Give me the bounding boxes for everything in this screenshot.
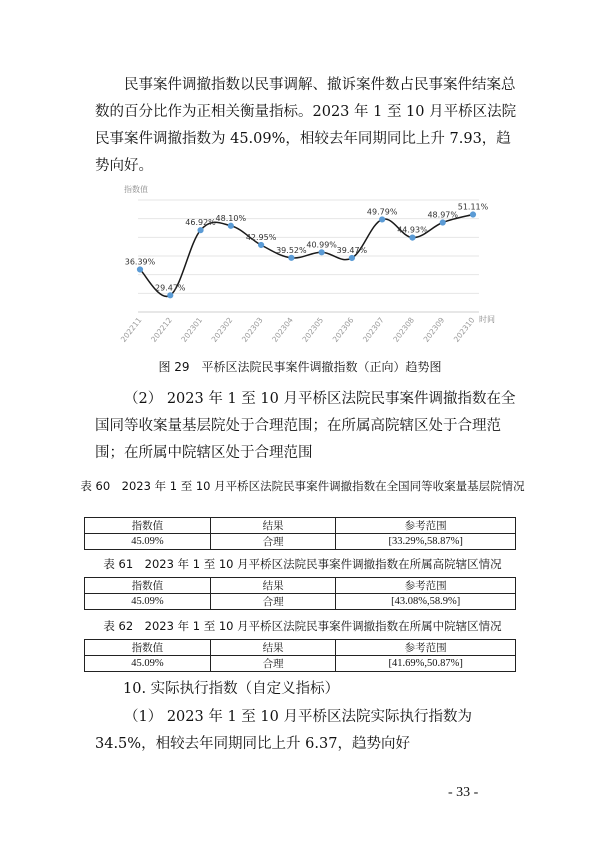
data-point [289,255,294,260]
data-point [258,242,263,247]
header-reference-range: 参考范围 [336,518,516,534]
x-tick-label: 202310 [451,315,477,344]
x-tick-label: 202304 [270,315,295,344]
paragraph-range-summary: （2） 2023 年 1 至 10 月平桥区法院民事案件调撤指数在全国同等收案量基层院处于合理范围；在所属高院辖区处于合理范围；在所属中院辖区处于合理范围 [95,391,516,461]
table-61-caption: 表 61 2023 年 1 至 10 月平桥区法院民事案件调撤指数在所属高院辖区情况 [103,557,502,571]
data-point [470,212,475,217]
x-axis-label: 时间 [479,315,495,324]
header-reference-range: 参考范围 [336,640,516,656]
header-reference-range: 参考范围 [336,578,516,594]
data-label: 39.47% [336,245,368,255]
header-result: 结果 [210,640,336,656]
header-result: 结果 [210,518,336,534]
x-tick-label: 202211 [118,315,144,344]
data-label: 42.95% [245,232,277,242]
data-label: 46.92% [185,218,216,228]
cell-reference-range: [41.69%,50.87%] [336,656,516,672]
page-number: - 33 - [448,785,479,800]
table-60-caption: 表 60 2023 年 1 至 10 月平桥区法院民事案件调撤指数在全国同等收案量基层院情况 [80,479,525,493]
x-tick-label: 202306 [330,315,356,344]
trend-line-chart [118,178,498,348]
cell-reference-range: [43.08%,58.9%] [336,594,516,610]
cell-result: 合理 [210,534,336,550]
cell-reference-range: [33.29%,58.87%] [336,534,516,550]
data-label: 48.10% [215,213,247,223]
x-tick-label: 202305 [300,315,326,344]
table-62 [84,639,516,672]
figure-caption: 图 29 平桥区法院民事案件调撤指数（正向）趋势图 [158,360,442,374]
header-index-value: 指数值 [85,640,211,656]
chart-series [125,203,489,298]
data-label: 44.93% [397,225,428,235]
header-index-value: 指数值 [85,578,211,594]
cell-index-value: 45.09% [85,594,211,610]
header-index-value: 指数值 [85,518,211,534]
table-62-caption: 表 62 2023 年 1 至 10 月平桥区法院民事案件调撤指数在所属中院辖区情况 [103,619,502,633]
section-heading: 10. 实际执行指数（自定义指标） [123,681,340,697]
table-row [85,656,516,672]
x-tick-label: 202303 [239,315,265,344]
data-label: 29.47% [155,283,186,293]
x-tick-label: 202302 [209,315,235,344]
header-result: 结果 [210,578,336,594]
chart-x-ticks [119,316,477,344]
data-point [137,267,142,272]
data-point [349,255,354,260]
data-point [380,217,385,222]
cell-result: 合理 [210,594,336,610]
data-point [440,220,445,225]
table-61 [84,577,516,610]
cell-index-value: 45.09% [85,656,211,672]
x-tick-label: 202308 [391,315,417,344]
data-point [410,235,415,240]
data-label: 48.97% [427,210,458,220]
data-point [228,223,233,228]
table-row [85,534,516,550]
y-axis-label: 指数值 [124,185,148,194]
data-label: 51.11% [457,202,489,212]
cell-result: 合理 [210,656,336,672]
table-60 [84,517,516,550]
data-label: 49.79% [366,207,398,217]
data-point [198,228,203,233]
data-label: 39.52% [276,245,307,255]
data-point [168,293,173,298]
x-tick-label: 202301 [179,315,205,344]
x-tick-label: 202307 [361,315,386,344]
data-point [319,250,324,255]
data-label: 36.39% [124,257,156,267]
paragraph-intro: 民事案件调撤指数以民事调解、撤诉案件数占民事案件结案总数的百分比作为正相关衡量指标。2023 年 1 至 10 月平桥区法院民事案件调撤指数为 45.09%，相较去年同期同比上升 7.93，趋势向好。 [95,77,517,174]
x-tick-label: 202309 [421,315,447,344]
table-row [85,594,516,610]
data-label: 40.99% [306,240,337,250]
x-tick-label: 202212 [149,315,174,344]
paragraph-execution-index: （1） 2023 年 1 至 10 月平桥区法院实际执行指数为 34.5%，相较去年同期同比上升 6.37，趋势向好 [95,709,472,752]
cell-index-value: 45.09% [85,534,211,550]
